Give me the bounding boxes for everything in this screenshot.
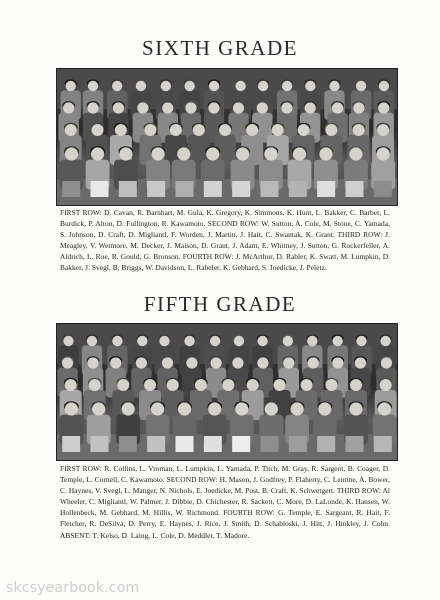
student-lower-body: [91, 181, 109, 197]
student-lower-body: [261, 181, 279, 197]
student-lower-body: [346, 436, 364, 452]
class-photo-sixth-grade: [56, 68, 398, 206]
student-lower-body: [62, 436, 80, 452]
student-lower-body: [289, 181, 307, 197]
student-lower-body: [91, 436, 109, 452]
student-lower-body: [317, 181, 335, 197]
class-photo-fifth-grade: [56, 323, 398, 461]
section-title-fifth-grade: FIFTH GRADE: [143, 292, 297, 316]
student-lower-body: [346, 181, 364, 197]
student-lower-body: [374, 436, 392, 452]
student-lower-body: [232, 181, 250, 197]
class-photo-sixth-grade-image: [57, 69, 397, 205]
student-lower-body: [119, 181, 137, 197]
student-lower-body: [176, 436, 194, 452]
student-lower-body: [62, 181, 80, 197]
student-lower-body: [317, 436, 335, 452]
watermark: skcsyearbook.com: [6, 580, 140, 596]
student-lower-body: [119, 436, 137, 452]
caption-sixth-grade: FIRST ROW: D. Cavan, R. Barnhart, M. Gula, K. Gregory, K. Simmons, K. Hunt, L. Bakker, C. Barber, L. Burdick, P. Alton, D. Fullington, R. Kawamoto. SECOND ROW: W. Sutton, A. Cole, M. Stone, C. Yamada, S. Johnson, D. Craft, D. Migliantl, F. Worden, J. Martin, J. Hait, C. Swantak, K. Grant. THIRD ROW: J. Meagley, V. Wetmore, M. Decker, J. Maison, D. Grant, J. Adam, E. Whitney, J. Sutton, G. Rockerfeller, A. Aldrich, L. Roe, R. Gould, G. Bronson. FOURTH ROW: J. McArthur, D. Rabler, K. Swatt, M. Lumpkin, D. Bakker, J. Svegl, B. Briggs, W. Davidson, L. Rabeler, K. Gebhard, S. Joedicke, J. Peletz.: [60, 208, 390, 273]
student-lower-body: [204, 436, 222, 452]
caption-fifth-grade: FIRST ROW: R. Collins, L. Vroman, L. Lumpkin, L. Yamada, P. Titch, M. Gray, R. Sargent, B. Coager, D. Temple, L. Cornell, C. Kawamoto. SECOND ROW: H. Mason, J. Godfrey, P. Flaherty, C. Lentine, A. Bower, C. Haynes, V. Svegl, L. Manger, N. Nichols, E. Joedicke, M. Post, B. Craft, K. Schwetgert. THIRD ROW: Al Wheeler, C. Migliantl, W. Palmer, J. Dibbie, D. Chichester, R. Sackett, C. More, D. LaLonde, K. Hansen, W. Hollenbeck, M. Gebhard, M. Hillis, W. Richmond. FOURTH ROW: G. Temple, E. Sargeant, R. Hait, F. Fletcher, R. DeSilva, D. Perry, E. Haynes, J. Rice, J. Smith, D. Schabloski, J. Hitt, J. Hinkley, J. Cohn. ABSENT: T. Kelso, D. Laing, L. Cole, D. Meddler, T. Madore.: [60, 464, 390, 540]
student-lower-body: [204, 181, 222, 197]
section-title-sixth-grade: SIXTH GRADE: [142, 36, 298, 60]
student-lower-body: [147, 436, 165, 452]
student-lower-body: [374, 181, 392, 197]
student-lower-body: [147, 181, 165, 197]
student-lower-body: [176, 181, 194, 197]
student-lower-body: [261, 436, 279, 452]
student-lower-body: [289, 436, 307, 452]
student-lower-body: [232, 436, 250, 452]
class-photo-fifth-grade-image: [57, 324, 397, 460]
